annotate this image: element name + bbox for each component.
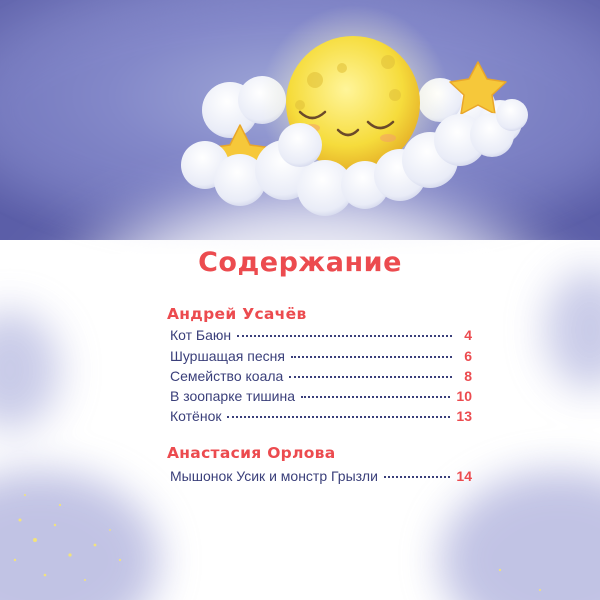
toc-entry-page: 13	[456, 408, 472, 424]
toc-entry-page: 10	[456, 388, 472, 404]
toc-entry-page: 4	[464, 327, 472, 343]
author-heading: Андрей Усачёв	[167, 305, 307, 323]
toc-entry-page: 6	[464, 348, 472, 364]
toc-entry-title: Шуршащая песня	[170, 348, 285, 364]
toc-entry-title: Мышонок Усик и монстр Грызли	[170, 468, 378, 484]
toc-entry[interactable]	[170, 368, 472, 388]
page-title: Содержание	[198, 247, 402, 278]
leader-dots	[227, 416, 450, 418]
toc-entry[interactable]	[170, 348, 472, 368]
leader-dots	[384, 476, 451, 478]
toc-entry-title: Семейство коала	[170, 368, 284, 384]
leader-dots	[301, 396, 450, 398]
toc-entry[interactable]	[170, 327, 472, 347]
leader-dots	[289, 376, 452, 378]
toc-entry[interactable]	[170, 408, 472, 428]
author-heading: Анастасия Орлова	[167, 444, 336, 462]
leader-dots	[237, 335, 452, 337]
toc-entry-title: Котёнок	[170, 408, 222, 424]
toc-entry-title: В зоопарке тишина	[170, 388, 295, 404]
toc-entry-title: Кот Баюн	[170, 327, 232, 343]
toc-entry[interactable]	[170, 388, 472, 408]
toc-entry-page: 8	[464, 368, 472, 384]
leader-dots	[291, 356, 452, 358]
toc-entry-page: 14	[456, 468, 472, 484]
toc-entry[interactable]	[170, 468, 472, 488]
